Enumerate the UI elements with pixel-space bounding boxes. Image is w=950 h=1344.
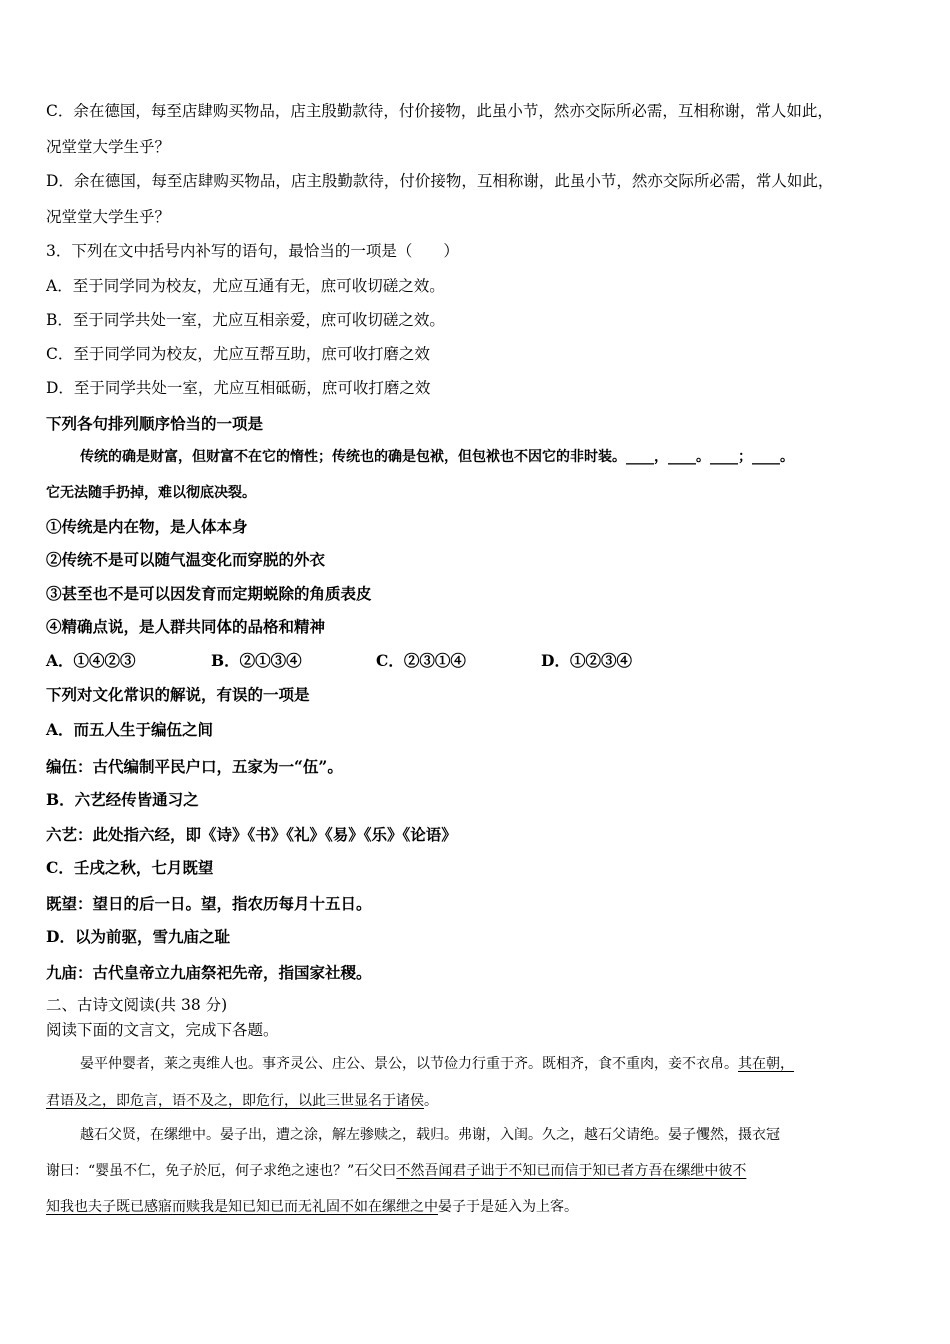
q2-option-c-line2: 况堂堂大学生乎？ bbox=[46, 138, 171, 156]
passage-p2-underlined-a: 不然吾闻君子诎于不知已而信于知已者方吾在缧绁中彼不 bbox=[396, 1163, 747, 1179]
q5-note-c: 既望：望日的后一日。望，指农历每月十五日。 bbox=[46, 894, 372, 913]
q4-sentence-3: ③甚至也不是可以因发育而定期蜕除的角质表皮 bbox=[46, 584, 372, 603]
q5-option-c: C．壬戌之秋，七月既望 bbox=[46, 858, 214, 877]
passage-p1-text: 晏平仲婴者，莱之夷维人也。事齐灵公、庄公、景公，以节俭力行重于齐。既相齐，食不重肉，妾不衣帛。 bbox=[80, 1056, 738, 1072]
passage-p2-underlined-b: 知我也夫子既已感寤而赎我是知已知已而无礼固不如在缧绁之中 bbox=[46, 1199, 438, 1215]
q4-stem: 下列各句排列顺序恰当的一项是 bbox=[46, 414, 264, 433]
section2-instruction: 阅读下面的文言文，完成下各题。 bbox=[46, 1021, 279, 1039]
passage-p2-line1: 越石父贤，在缧绁中。晏子出，遭之涂，解左骖赎之，载归。弗谢，入闺。久之，越石父请绝。晏子戄然，摄衣冠 bbox=[80, 1127, 780, 1143]
q4-sentence-1: ①传统是内在物，是人体本身 bbox=[46, 517, 248, 536]
passage-p1-underlined-b: 君语及之，即危言，语不及之，即危行，以此三世显名于诸侯 bbox=[46, 1093, 424, 1109]
q3-stem: 3．下列在文中括号内补写的语句，最恰当的一项是（ ） bbox=[46, 242, 459, 260]
q2-option-d-line2: 况堂堂大学生乎？ bbox=[46, 208, 171, 226]
q5-note-b: 六艺：此处指六经，即《诗》《书》《礼》《易》《乐》《论语》 bbox=[46, 825, 457, 844]
q2-option-d-line1: D．余在德国，每至店肆购买物品，店主殷勤款待，付价接物，互相称谢，此虽小节，然亦交际所必需，常人如此， bbox=[46, 172, 834, 190]
q2-option-c-line1: C．余在德国，每至店肆购买物品，店主殷勤款待，付价接物，此虽小节，然亦交际所必需，互相称谢，常人如此， bbox=[46, 102, 833, 120]
passage-p1-underlined-a: 其在朝， bbox=[738, 1056, 794, 1072]
q5-option-b: B．六艺经传皆通习之 bbox=[46, 790, 199, 809]
q4-option-d: D．①②③④ bbox=[541, 651, 632, 670]
passage-p2-line3 bbox=[46, 1199, 578, 1217]
q5-option-a: A．而五人生于编伍之间 bbox=[46, 720, 214, 739]
q4-option-c: C．②③①④ bbox=[376, 651, 466, 670]
q3-option-c: C．至于同学同为校友，尤应互帮互助，庶可收打磨之效 bbox=[46, 345, 430, 363]
q5-note-d: 九庙：古代皇帝立九庙祭祀先帝，指国家社稷。 bbox=[46, 963, 372, 982]
passage-p1-line2 bbox=[46, 1093, 438, 1111]
q4-sentence-2: ②传统不是可以随气温变化而穿脱的外衣 bbox=[46, 550, 326, 569]
q5-note-a: 编伍：古代编制平民户口，五家为一“伍”。 bbox=[46, 757, 343, 776]
q4-passage-line2: 它无法随手扔掉，难以彻底决裂。 bbox=[46, 485, 256, 501]
passage-p2-text: 谢曰：“婴虽不仁，免子於厄，何子求绝之速也？”石父曰 bbox=[46, 1163, 397, 1179]
passage-p1-end: 。 bbox=[424, 1093, 438, 1109]
passage-p1-line1 bbox=[80, 1056, 794, 1074]
passage-p2-end: 晏子于是延入为上客。 bbox=[438, 1199, 578, 1215]
q4-options bbox=[46, 651, 706, 670]
passage-p2-line2 bbox=[46, 1163, 746, 1181]
q4-sentence-4: ④精确点说，是人群共同体的品格和精神 bbox=[46, 617, 326, 636]
q3-option-a: A．至于同学同为校友，尤应互通有无，庶可收切磋之效。 bbox=[46, 277, 445, 295]
q4-passage-line1: 传统的确是财富，但财富不在它的惰性；传统也的确是包袱，但包袱也不因它的非时装。____，____。____；____。 bbox=[80, 449, 794, 465]
q3-option-d: D．至于同学共处一室，尤应互相砥砺，庶可收打磨之效 bbox=[46, 379, 431, 397]
q5-stem: 下列对文化常识的解说，有误的一项是 bbox=[46, 685, 310, 704]
q5-option-d: D．以为前驱，雪九庙之耻 bbox=[46, 927, 230, 946]
q4-option-a: A．①④②③ bbox=[46, 651, 136, 670]
q3-option-b: B．至于同学共处一室，尤应互相亲爱，庶可收切磋之效。 bbox=[46, 311, 445, 329]
section2-title: 二、古诗文阅读(共 38 分) bbox=[46, 996, 228, 1014]
q4-option-b: B．②①③④ bbox=[211, 651, 302, 670]
